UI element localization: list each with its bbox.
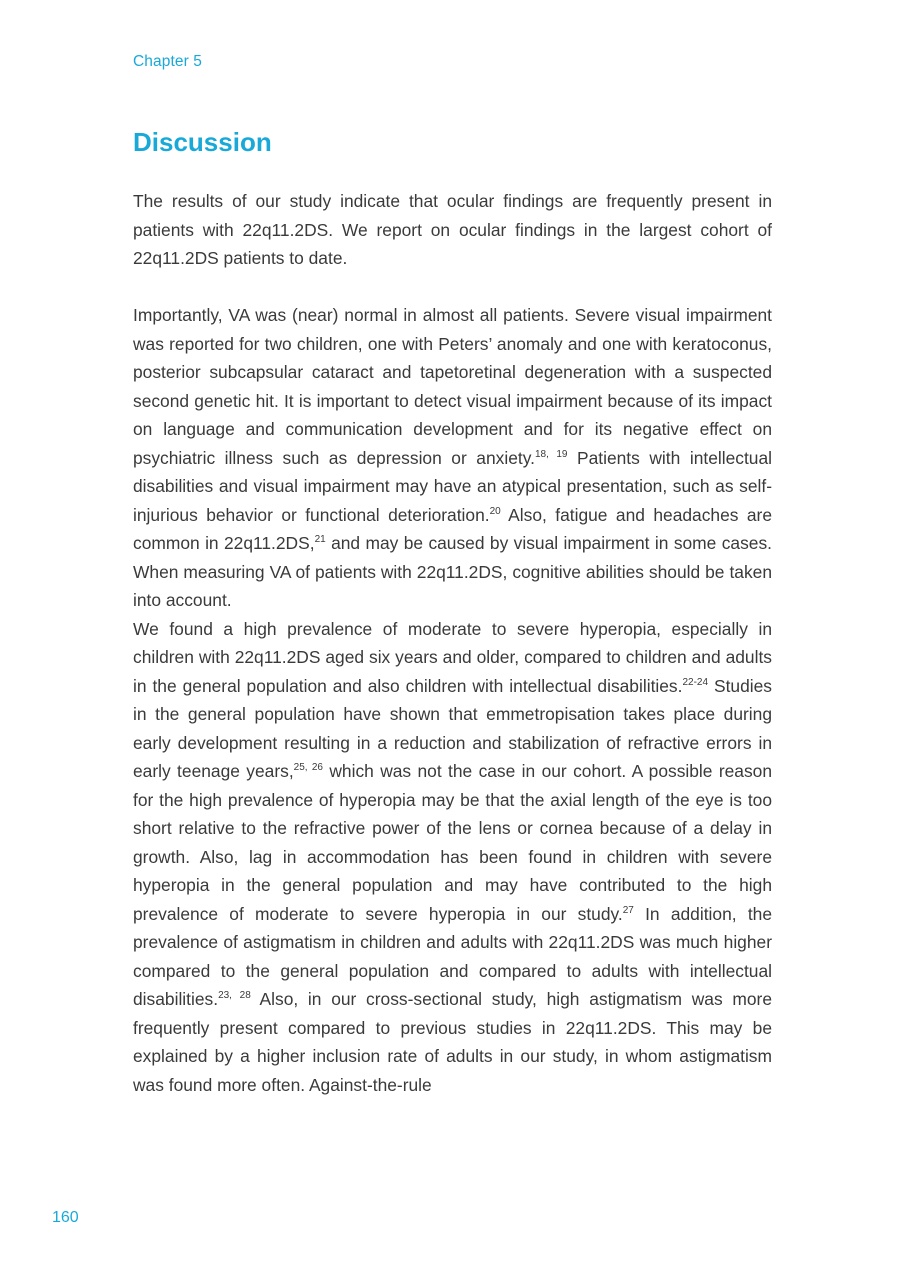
sentence: Also, in our cross-sectional study, high astigmatism was more frequently present compared to previous studies in 22q11.2DS. This may be explained by a higher inclusion rate of adults in our study, in whom astigmatism was found more often. Against-the-rule [133,989,772,1095]
sentence: which was not the case in our cohort. A possible reason for the high prevalence of hyperopia may be that the axial length of the eye is too short relative to the refractive power of the lens or cornea because of a delay in growth. Also, lag in accommodation has been found in children with severe hyperopia in the general population and may have contributed to the high prevalence of moderate to severe hyperopia in our study. [133,761,772,924]
citation-ref: 23, 28 [218,990,251,1001]
page-number: 160 [52,1209,79,1226]
section-heading: Discussion [133,127,272,157]
running-head-chapter: Chapter 5 [133,53,202,70]
paragraph-3 [133,615,772,1100]
citation-ref: 25, 26 [293,762,323,773]
sentence: Studies in the general population have shown that emmetropisation takes place during early development resulting in a reduction and stabilization of refractive errors in early teenage years, [133,675,772,781]
paragraph-2 [133,301,772,615]
citation-ref: 21 [314,534,326,545]
citation-ref: 27 [622,904,634,916]
paragraph-1 [133,187,772,273]
sentence: Importantly, VA was (near) normal in almost all patients. Severe visual impairment was reported for two children, one with Peters’ anomaly and one with keratoconus, posterior subcapsular cataract and tapetoretinal degeneration with a suspected second genetic hit. It is important to detect visual impairment because of its impact on language and communication development and for its negative effect on psychiatric illness such as depression or anxiety. [133,305,772,468]
citation-ref: 22-24 [682,676,709,688]
citation-ref: 18, 19 [534,448,568,460]
sentence: In addition, the prevalence of astigmatism in children and adults with 22q11.2DS was much higher compared to the general population and compared to adults with intellectual disabilities. [133,903,772,1009]
sentence: We found a high prevalence of moderate to severe hyperopia, especially in children with 22q11.2DS aged six years and older, compared to children and adults in the general population and also children with intellectual disabilities. [133,618,772,696]
citation-ref: 20 [489,505,501,517]
body-text [133,187,772,1099]
sentence: Patients with intellectual disabilities and visual impairment may have an atypical presentation, such as self-injurious behavior or functional deterioration. [133,447,772,525]
sentence: Also, fatigue and headaches are common in 22q11.2DS, [133,504,772,553]
paragraph-1-text: The results of our study indicate that ocular findings are frequently present in patients with 22q11.2DS. We report on ocular findings in the largest cohort of 22q11.2DS patients to date. [133,191,772,268]
sentence: and may be caused by visual impairment in some cases. When measuring VA of patients with 22q11.2DS, cognitive abilities should be taken into account. [133,533,772,610]
